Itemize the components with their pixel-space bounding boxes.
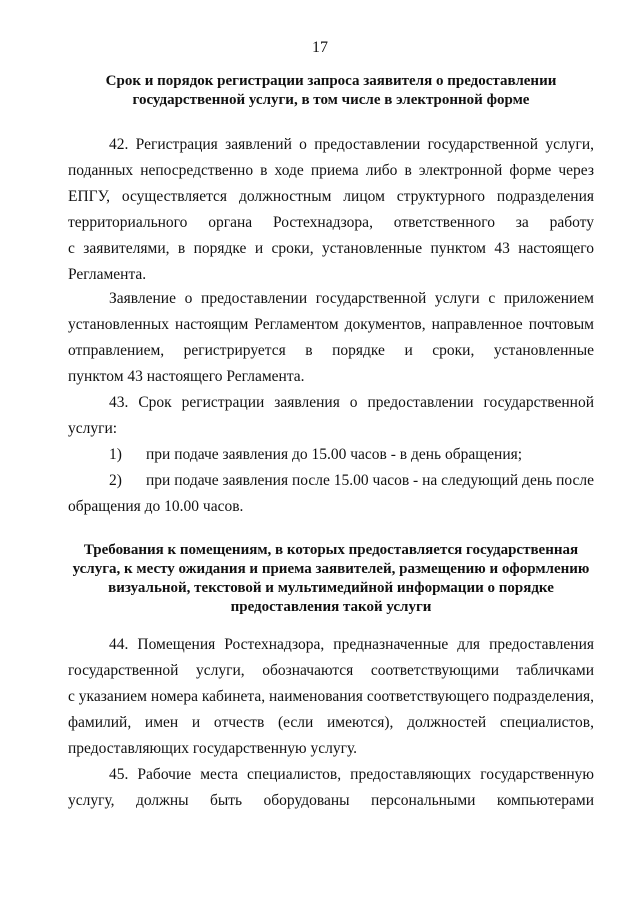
paragraph-45 xyxy=(68,762,594,814)
heading-line: предоставления такой услуги xyxy=(230,599,432,615)
text-line: Заявление о предоставлении государственной услуги с приложением xyxy=(109,290,594,307)
heading-line: государственной услуги, в том числе в электронной форме xyxy=(132,92,530,108)
text-line: предоставляющих государственную услугу. xyxy=(68,740,358,757)
heading-line: Срок и порядок регистрации запроса заявителя о предоставлении xyxy=(105,73,557,89)
text-line: обращения до 10.00 часов. xyxy=(68,498,244,515)
list-number: 2) xyxy=(109,472,122,489)
section-heading-registration xyxy=(68,72,594,110)
section-heading-premises xyxy=(68,541,594,617)
list-text: при подаче заявления до 15.00 часов - в день обращения; xyxy=(146,446,523,463)
text-line: услугу, должны быть оборудованы персональными компьютерами xyxy=(68,792,594,809)
text-line: услуги: xyxy=(68,420,118,437)
paragraph-44 xyxy=(68,632,594,762)
paragraph-42-postal xyxy=(68,286,594,390)
text-line: государственной услуги, обозначаются соответствующими табличками xyxy=(68,662,594,679)
text-line: 43. Срок регистрации заявления о предоставлении государственной xyxy=(109,394,594,411)
text-line: установленных настоящим Регламентом документов, направленное почтовым xyxy=(68,316,594,333)
heading-line: визуальной, текстовой и мультимедийной информации о порядке xyxy=(108,580,554,596)
heading-line: услуга, к месту ожидания и приема заявителей, размещению и оформлению xyxy=(72,561,590,577)
text-line: отправлением, регистрируется в порядке и сроки, установленные xyxy=(68,342,594,359)
paragraph-43 xyxy=(68,390,594,442)
text-line: Регламента. xyxy=(68,266,147,283)
paragraph-42 xyxy=(68,132,594,288)
text-line: территориального органа Ростехнадзора, ответственного за работу xyxy=(68,214,594,231)
text-line: 44. Помещения Ростехнадзора, предназначенные для предоставления xyxy=(109,636,594,653)
text-line: поданных непосредственно в ходе приема либо в электронной форме через xyxy=(68,162,594,179)
text-line: с заявителями, в порядке и сроки, установленные пунктом 43 настоящего xyxy=(68,240,594,257)
page-number: 17 xyxy=(312,39,328,56)
list-number: 1) xyxy=(109,446,122,463)
text-line: пунктом 43 настоящего Регламента. xyxy=(68,368,305,385)
text-line: 42. Регистрация заявлений о предоставлении государственной услуги, xyxy=(109,136,594,153)
text-line: ЕПГУ, осуществляется должностным лицом структурного подразделения xyxy=(68,188,594,205)
list-text: при подаче заявления после 15.00 часов - на следующий день после xyxy=(146,472,594,489)
text-line: фамилий, имен и отчеств (если имеются), должностей специалистов, xyxy=(68,714,594,731)
heading-line: Требования к помещениям, в которых предоставляется государственная xyxy=(83,542,579,558)
text-line: с указанием номера кабинета, наименования соответствующего подразделения, xyxy=(68,688,594,705)
text-line: 45. Рабочие места специалистов, предоставляющих государственную xyxy=(109,766,594,783)
list-continuation xyxy=(68,494,594,520)
